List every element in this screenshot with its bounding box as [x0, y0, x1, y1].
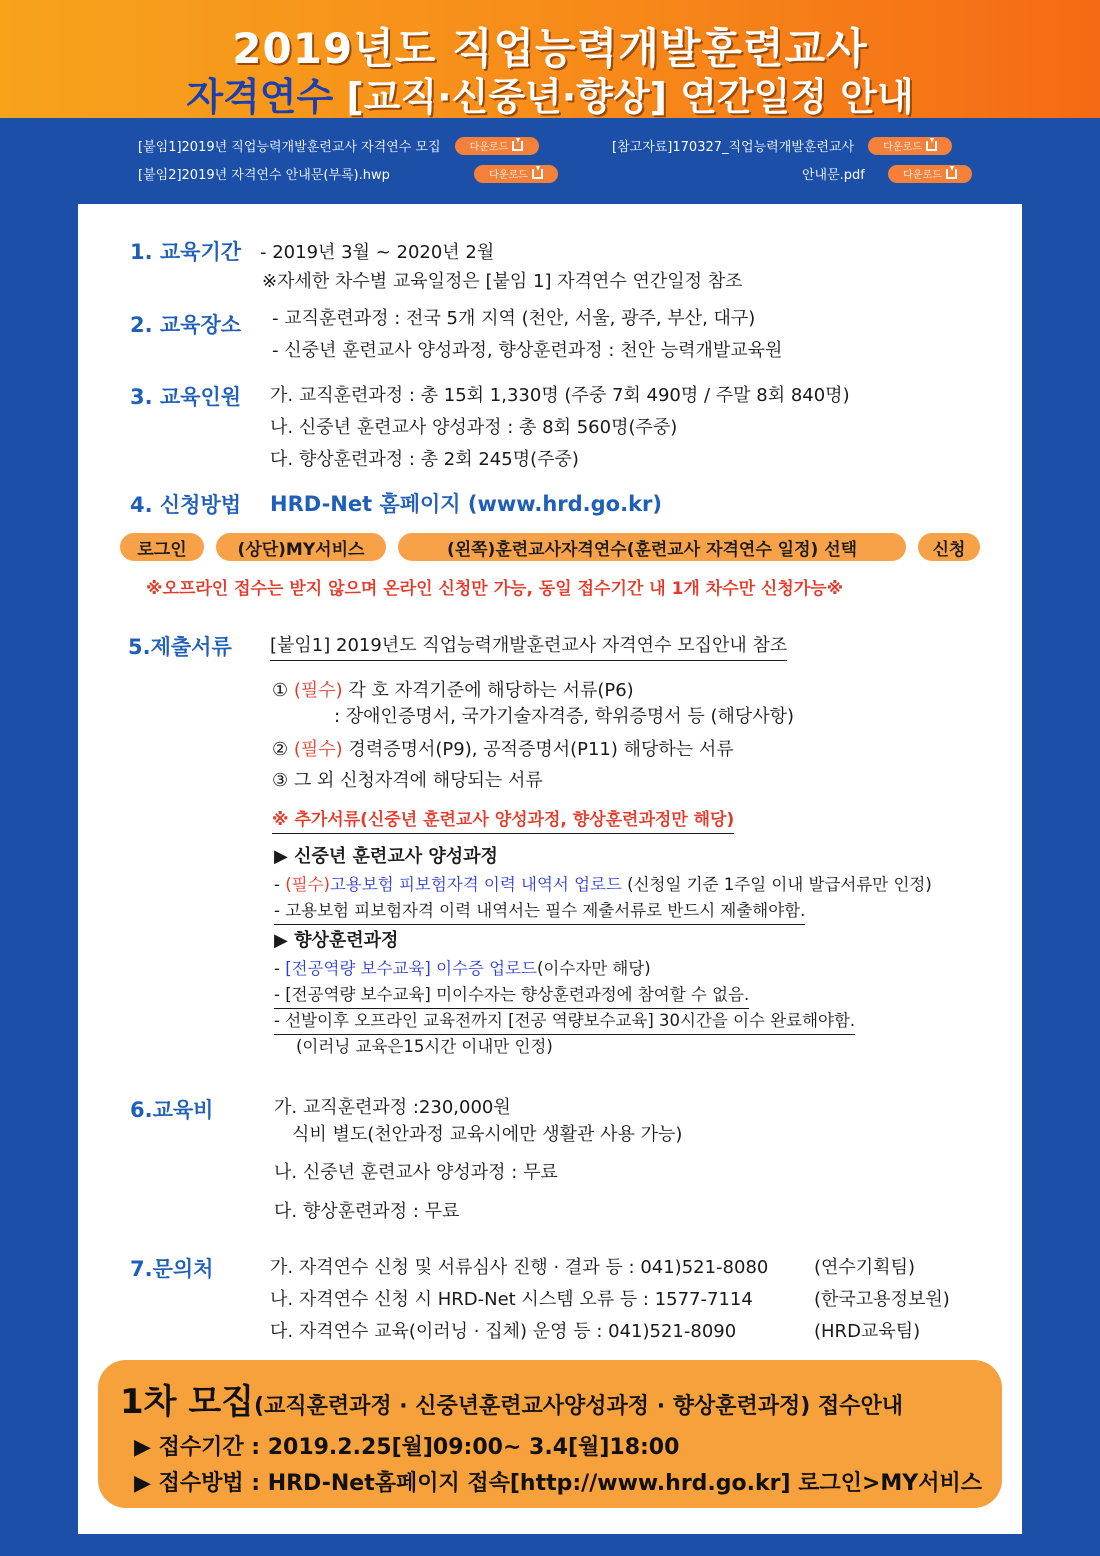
section-title-apply: 4. 신청방법 [130, 493, 242, 517]
recruit-title-sub: (교직훈련과정 · 신중년훈련교사양성과정 · 향상훈련과정) 접수안내 [254, 1394, 903, 1419]
apply-website[interactable]: HRD-Net 홈페이지 (www.hrd.go.kr) [270, 492, 663, 516]
required-tag: (필수) [293, 739, 343, 760]
group-upgrade-item-3: - 선발이후 오프라인 교육전까지 [전공 역량보수교육] 30시간을 이수 완료해야함. [274, 1007, 855, 1035]
doc-item-1-sub: : 장애인증명서, 국가기술자격증, 학위증명서 등 (해당사항) [334, 706, 795, 727]
doc-item-2-num: ② [272, 739, 289, 760]
download-button-ref[interactable] [868, 137, 952, 155]
apply-steps [120, 533, 980, 561]
step-login[interactable]: 로그인 [120, 533, 204, 561]
section-title-location: 2. 교육장소 [130, 313, 242, 337]
ref-label-line1: [참고자료]170327_직업능력개발훈련교사 [612, 140, 855, 155]
contact-line-1: 가. 자격연수 신청 및 서류심사 진행 · 결과 등 : 041)521-8080 [270, 1257, 769, 1278]
capacity-line-2: 나. 신중년 훈련교사 양성과정 : 총 8회 560명(주중) [270, 417, 678, 438]
group-senior-title: ▶ 신중년 훈련교사 양성과정 [274, 846, 498, 867]
header-title-line2 [0, 66, 1100, 121]
group-senior-item-1 [274, 871, 932, 895]
contact-line-2: 나. 자격연수 신청 시 HRD-Net 시스템 오류 등 : 1577-7114 [270, 1289, 753, 1310]
doc-item-1-num: ① [272, 680, 289, 701]
upload-note: (이수자만 해당) [536, 959, 651, 978]
download-button-ref2[interactable] [888, 165, 972, 183]
extra-documents-title: ※ 추가서류(신중년 훈련교사 양성과정, 향상훈련과정만 해당) [272, 805, 734, 834]
capacity-line-1: 가. 교직훈련과정 : 총 15회 1,330명 (주중 7회 490명 / 주말 8회 840명) [270, 385, 850, 406]
section-title-capacity: 3. 교육인원 [130, 385, 242, 409]
doc-item-3: ③ 그 외 신청자격에 해당되는 서류 [272, 770, 543, 791]
download-area [0, 118, 1100, 204]
section-title-contact: 7.문의처 [130, 1257, 214, 1281]
group-upgrade-item-4: (이러닝 교육은15시간 이내만 인정) [296, 1037, 553, 1056]
attach2-label: [붙임2]2019년 자격연수 안내문(부록).hwp [138, 168, 390, 183]
contact-line-3: 다. 자격연수 교육(이러닝 · 집체) 운영 등 : 041)521-8090 [270, 1321, 737, 1342]
contact-dept-2: (한국고용정보원) [814, 1289, 950, 1310]
download-icon [946, 169, 957, 179]
download-button-label: 다운로드 [903, 170, 942, 181]
group-upgrade-title: ▶ 향상훈련과정 [274, 930, 399, 951]
upload-note: (신청일 기준 1주일 이내 발급서류만 인정) [621, 875, 932, 894]
download-icon [532, 169, 543, 179]
section-title-fee: 6.교육비 [130, 1098, 214, 1122]
doc-item-2-text: 경력증명서(P9), 공적증명서(P11) 해당하는 서류 [342, 739, 734, 760]
upload-requirement: [전공역량 보수교육] 이수증 업로드 [285, 959, 537, 978]
group-senior-item-2: - 고용보험 피보험자격 이력 내역서는 필수 제출서류로 반드시 제출해야함. [274, 897, 805, 925]
step-my-service[interactable]: (상단)MY서비스 [216, 533, 386, 561]
upload-requirement: 고용보험 피보험자격 이력 내역서 업로드 [329, 875, 622, 894]
recruit-notice-box [98, 1360, 1002, 1508]
download-button-label: 다운로드 [489, 170, 528, 181]
section-title-documents: 5.제출서류 [128, 635, 232, 659]
doc-item-1 [272, 676, 634, 702]
attach1-label: [붙임1]2019년 직업능력개발훈련교사 자격연수 모집 [138, 140, 441, 155]
ref-label-line2: 안내문.pdf [802, 168, 865, 183]
contact-dept-1: (연수기획팀) [814, 1257, 915, 1278]
recruit-title [120, 1374, 903, 1423]
header-title-highlight: 자격연수 [186, 75, 334, 119]
section-title-period: 1. 교육기간 [130, 240, 242, 264]
group-upgrade-item-1 [274, 955, 651, 979]
apply-notice: ※오프라인 접수는 받지 않으며 온라인 신청만 가능, 동일 접수기간 내 1개 차수만 신청가능※ [146, 579, 844, 599]
dash: - [274, 959, 286, 978]
download-row-attach2 [138, 164, 558, 183]
download-button-label: 다운로드 [469, 142, 509, 153]
header-banner [0, 0, 1100, 118]
fee-line-1: 가. 교직훈련과정 :230,000원 [274, 1097, 511, 1118]
capacity-line-3: 다. 향상훈련과정 : 총 2회 245명(주중) [270, 449, 579, 470]
download-icon [512, 141, 523, 151]
step-select-course[interactable]: (왼쪽)훈련교사자격연수(훈련교사 자격연수 일정) 선택 [398, 533, 906, 561]
contact-dept-3: (HRD교육팀) [814, 1321, 921, 1342]
fee-line-4: 다. 향상훈련과정 : 무료 [274, 1201, 460, 1222]
doc-item-2 [272, 735, 734, 761]
recruit-method: ▶ 접수방법 : HRD-Net홈페이지 접속[http://www.hrd.go.kr] 로그인>MY서비스 [134, 1471, 982, 1496]
download-row-ref [612, 136, 952, 155]
download-icon [926, 141, 937, 151]
fee-line-3: 나. 신중년 훈련교사 양성과정 : 무료 [274, 1162, 558, 1183]
download-row-ref2 [802, 164, 972, 183]
recruit-period: ▶ 접수기간 : 2019.2.25[월]09:00~ 3.4[월]18:00 [134, 1435, 680, 1460]
location-line-2: - 신중년 훈련교사 양성과정, 향상훈련과정 : 천안 능력개발교육원 [272, 340, 783, 361]
period-line-2: ※자세한 차수별 교육일정은 [붙임 1] 자격연수 연간일정 참조 [262, 271, 743, 292]
recruit-title-main: 1차 모집 [120, 1382, 255, 1422]
required-tag: (필수) [293, 680, 343, 701]
location-line-1: - 교직훈련과정 : 전국 5개 지역 (천안, 서울, 광주, 부산, 대구) [272, 308, 756, 329]
download-button-attach2[interactable] [474, 165, 558, 183]
doc-item-1-text: 각 호 자격기준에 해당하는 서류(P6) [342, 680, 634, 701]
download-button-label: 다운로드 [883, 142, 922, 153]
dash: - [274, 875, 286, 894]
header-title-line1: 2019년도 직업능력개발훈련교사 [232, 24, 868, 73]
header-title-rest: [교직·신중년·향상] 연간일정 안내 [333, 75, 914, 119]
period-line-1: - 2019년 3월 ~ 2020년 2월 [260, 242, 495, 263]
documents-reference: [붙임1] 2019년도 직업능력개발훈련교사 자격연수 모집안내 참조 [270, 631, 787, 661]
download-row-attach1 [138, 136, 539, 155]
group-upgrade-item-2: - [전공역량 보수교육] 미이수자는 향상훈련과정에 참여할 수 없음. [274, 981, 749, 1009]
required-tag: (필수) [285, 875, 330, 894]
step-apply[interactable]: 신청 [918, 533, 980, 561]
fee-line-2: 식비 별도(천안과정 교육시에만 생활관 사용 가능) [292, 1124, 683, 1145]
download-button-attach1[interactable] [455, 137, 539, 155]
